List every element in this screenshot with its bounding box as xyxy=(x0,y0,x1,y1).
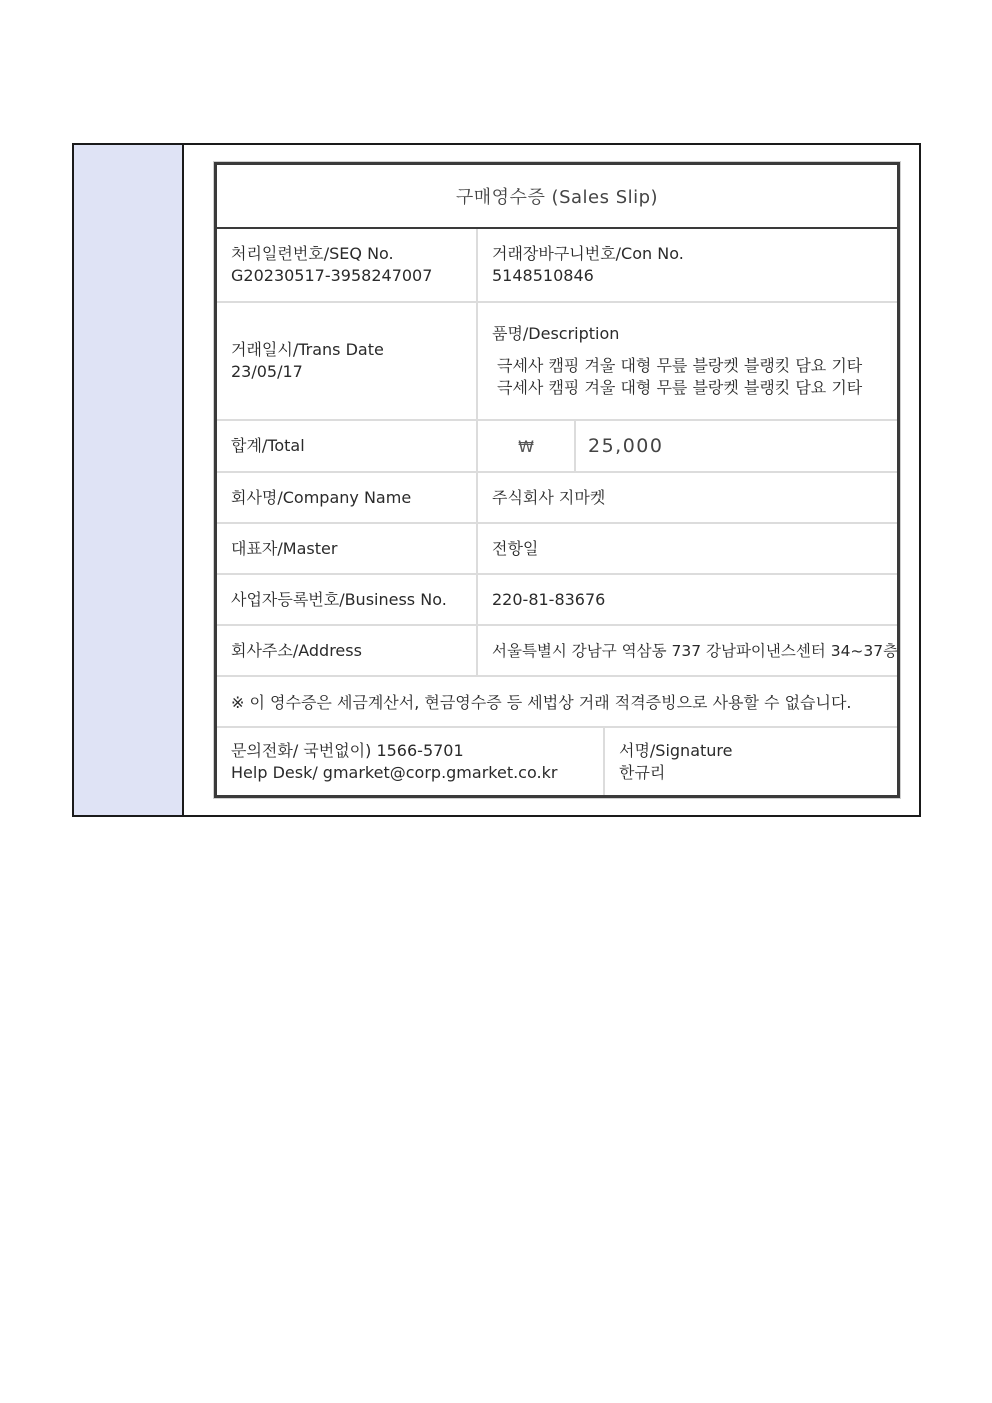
company-label: 회사명/Company Name xyxy=(231,487,412,507)
con-cell xyxy=(478,229,897,301)
total-row xyxy=(217,419,897,471)
address-label-cell xyxy=(217,626,478,675)
business-label-cell xyxy=(217,575,478,624)
con-value: 5148510846 xyxy=(492,266,594,285)
signature-value: 한규리 xyxy=(619,762,666,782)
description-items xyxy=(492,355,883,399)
sales-slip xyxy=(214,162,900,798)
total-label-cell xyxy=(217,421,478,471)
footer-row xyxy=(217,726,897,795)
helpdesk-line: Help Desk/ gmarket@corp.gmarket.co.kr xyxy=(231,762,558,782)
seq-value: G20230517-3958247007 xyxy=(231,266,433,285)
company-value-cell xyxy=(478,473,897,522)
con-label: 거래장바구니번호/Con No. xyxy=(492,244,684,263)
business-row xyxy=(217,573,897,624)
company-value: 주식회사 지마켓 xyxy=(492,487,606,507)
signature-label: 서명/Signature xyxy=(619,740,733,760)
phone-line: 문의전화/ 국번없이) 1566-5701 xyxy=(231,740,464,760)
side-column xyxy=(74,145,184,815)
seq-row xyxy=(217,229,897,301)
seq-label: 처리일련번호/SEQ No. xyxy=(231,244,394,263)
total-label: 합계/Total xyxy=(231,436,305,455)
master-label: 대표자/Master xyxy=(231,538,338,558)
helpdesk-cell xyxy=(217,728,605,795)
date-label: 거래일시/Trans Date xyxy=(231,340,384,359)
document-frame xyxy=(72,143,921,817)
date-value: 23/05/17 xyxy=(231,362,303,381)
signature-cell xyxy=(605,728,897,795)
description-item: 극세사 캠핑 겨울 대형 무릎 블랑켓 블랭킷 담요 기타 xyxy=(497,378,863,397)
date-row xyxy=(217,301,897,419)
company-label-cell xyxy=(217,473,478,522)
address-row xyxy=(217,624,897,675)
master-label-cell xyxy=(217,524,478,573)
notice-row: ※ 이 영수증은 세금계산서, 현금영수증 등 세법상 거래 적격증빙으로 사용할 수 없습니다. xyxy=(217,675,897,726)
business-value: 220-81-83676 xyxy=(492,589,606,609)
company-row xyxy=(217,471,897,522)
master-value-cell xyxy=(478,524,897,573)
business-label: 사업자등록번호/Business No. xyxy=(231,589,447,609)
date-cell xyxy=(217,303,478,419)
address-label: 회사주소/Address xyxy=(231,640,362,660)
main-column xyxy=(184,145,919,815)
master-value: 전항일 xyxy=(492,538,539,558)
description-cell xyxy=(478,303,897,419)
description-label: 품명/Description xyxy=(492,324,620,343)
address-value-cell xyxy=(478,626,897,675)
description-item: 극세사 캠핑 겨울 대형 무릎 블랑켓 블랭킷 담요 기타 xyxy=(497,356,863,375)
master-row xyxy=(217,522,897,573)
total-amount: 25,000 xyxy=(588,435,664,457)
business-value-cell xyxy=(478,575,897,624)
seq-cell xyxy=(217,229,478,301)
currency-symbol: ₩ xyxy=(478,421,576,471)
address-value: 서울특별시 강남구 역삼동 737 강남파이낸스센터 34~37층 xyxy=(492,641,899,660)
receipt-title: 구매영수증 (Sales Slip) xyxy=(217,165,897,229)
